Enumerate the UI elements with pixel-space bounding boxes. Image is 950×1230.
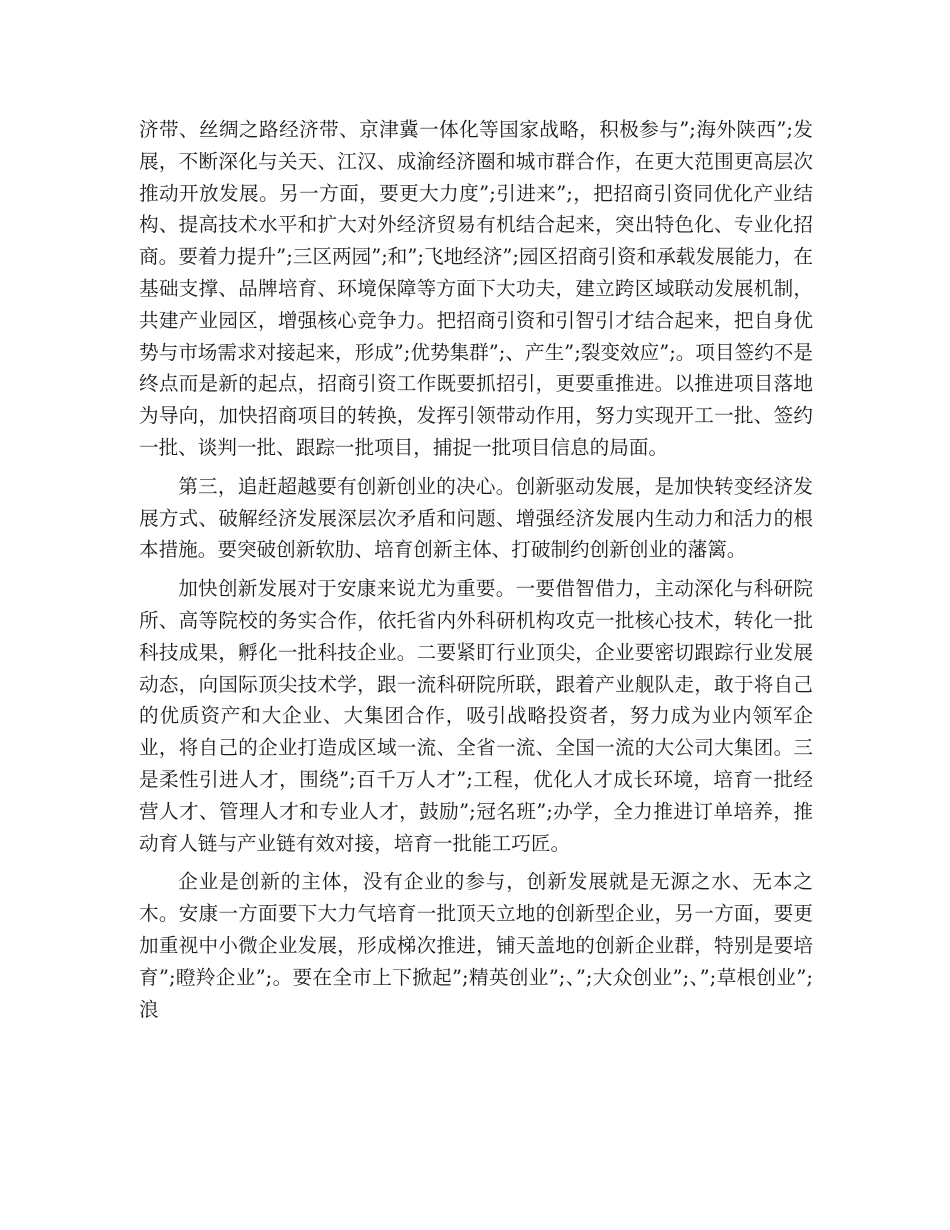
paragraph-3: 加快创新发展对于安康来说尤为重要。一要借智借力，主动深化与科研院所、高等院校的务实合作，依托省内外科研机构攻克一批核心技术，转化一批科技成果，孵化一批科技企业。二要紧盯行业顶尖，企业要密切跟踪行业发展动态，向国际顶尖技术学，跟一流科研院所联，跟着产业舰队走，敢于将自己的优质资产和大企业、大集团合作，吸引战略投资者，努力成为业内领军企业，将自己的企业打造成区域一流、全省一流、全国一流的大公司大集团。三是柔性引进人才，围绕”;百千万人才”;工程，优化人才成长环境，培育一批经营人才、管理人才和专业人才，鼓励”;冠名班”;办学，全力推进订单培养，推动育人链与产业链有效对接，培育一批能工巧匠。 [139,577,813,855]
paragraph-2: 第三，追赶超越要有创新创业的决心。创新驱动发展，是加快转变经济发展方式、破解经济发展深层次矛盾和问题、增强经济发展内生动力和活力的根本措施。要突破创新软肋、培育创新主体、打破制约创新创业的藩篱。 [139,474,813,562]
document-body [139,114,813,1032]
paragraph-1: 济带、丝绸之路经济带、京津冀一体化等国家战略，积极参与”;海外陕西”;发展，不断深化与关天、江汉、成渝经济圈和城市群合作，在更大范围更高层次推动开放发展。另一方面，要更大力度”;引进来”;，把招商引资同优化产业结构、提高技术水平和扩大对外经济贸易有机结合起来，突出特色化、专业化招商。要着力提升”;三区两园”;和”;飞地经济”;园区招商引资和承载发展能力，在基础支撑、品牌培育、环境保障等方面下大功夫，建立跨区域联动发展机制，共建产业园区，增强核心竞争力。把招商引资和引智引才结合起来，把自身优势与市场需求对接起来，形成”;优势集群”;、产生”;裂变效应”;。项目签约不是终点而是新的起点，招商引资工作既要抓招引，更要重推进。以推进项目落地为导向，加快招商项目的转换，发挥引领带动作用，努力实现开工一批、签约一批、谈判一批、跟踪一批项目，捕捉一批项目信息的局面。 [139,118,813,459]
paragraph-4: 企业是创新的主体，没有企业的参与，创新发展就是无源之水、无本之木。安康一方面要下大力气培育一批顶天立地的创新型企业，另一方面，要更加重视中小微企业发展，形成梯次推进，铺天盖地的创新企业群，特别是要培育”;瞪羚企业”;。要在全市上下掀起”;精英创业”;、”;大众创业”;、”;草根创业”;浪 [139,870,813,1021]
